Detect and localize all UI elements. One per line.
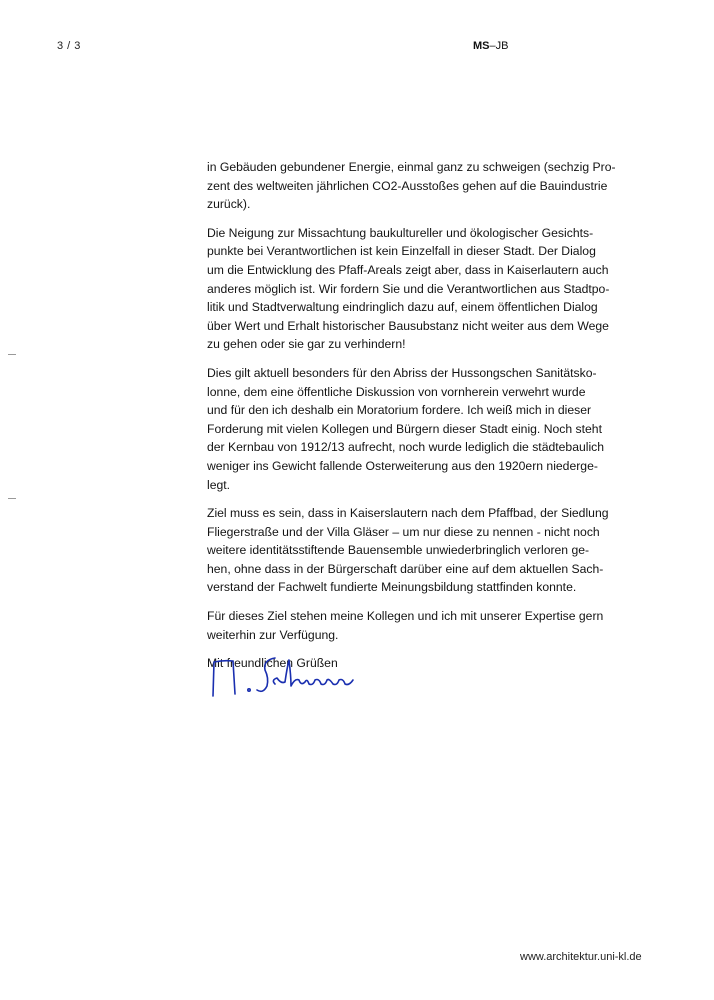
reference-initials-bold: MS <box>473 40 490 52</box>
paragraph: Dies gilt aktuell besonders für den Abriss der Hussongschen Sanitätsko- lonne, dem eine öffentliche Diskussion von vornherein verwehrt wurde und für den ich deshalb ein Moratorium fordere. Ich weiß mich in dieser Forderung mit vielen Kollegen und Bürgern dieser Stadt einig. Noch steht der Kernbau von 1912/13 aufrecht, noch wurde lediglich die städtebaulich weniger ins Gewicht fallende Osterweiterung aus den 1920ern niederge- legt. <box>207 365 605 492</box>
handwritten-signature <box>205 648 385 708</box>
paragraph: Ziel muss es sein, dass in Kaiserslautern nach dem Pfaffbad, der Siedlung Fliegerstraße und der Villa Gläser – um nur diese zu nennen - nicht noch weitere identitätsstiftende Bauensemble unwiederbringlich verloren ge- hen, ohne dass in der Bürgerschaft darüber eine auf dem aktuellen Sach- verstand der Fachwelt fundierte Meinungsbildung stattfinden konnte. <box>207 506 609 595</box>
fold-mark <box>8 498 16 499</box>
reference-code <box>473 40 508 52</box>
paragraph: in Gebäuden gebundener Energie, einmal ganz zu schweigen (sechzig Pro- zent des weltweiten jährlichen CO2-Ausstoßes gehen auf die Bauindustrie zurück). <box>207 160 616 212</box>
page-number: 3 / 3 <box>57 40 81 52</box>
letter-body <box>207 158 627 683</box>
fold-mark <box>8 354 16 355</box>
footer-url: www.architektur.uni-kl.de <box>520 951 642 963</box>
reference-initials-rest: –JB <box>489 40 509 52</box>
paragraph: Für dieses Ziel stehen meine Kollegen und ich mit unserer Expertise gern weiterhin zur Verfügung. <box>207 609 604 642</box>
paragraph: Die Neigung zur Missachtung baukultureller und ökologischer Gesichts- punkte bei Verantwortlichen ist kein Einzelfall in dieser Stadt. Der Dialog um die Entwicklung des Pfaff-Areals zeigt aber, dass in Kaiserlautern auch anderes möglich ist. Wir fordern Sie und die Verantwortlichen aus Stadtpo- litik und Stadtverwaltung eindringlich dazu auf, einem öffentlichen Dialog über Wert und Erhalt historischer Bausubstanz nicht weiter aus dem Wege zu gehen oder sie gar zu verhindern! <box>207 225 610 352</box>
closing: Mit freundlichen Grüßen <box>207 656 338 671</box>
